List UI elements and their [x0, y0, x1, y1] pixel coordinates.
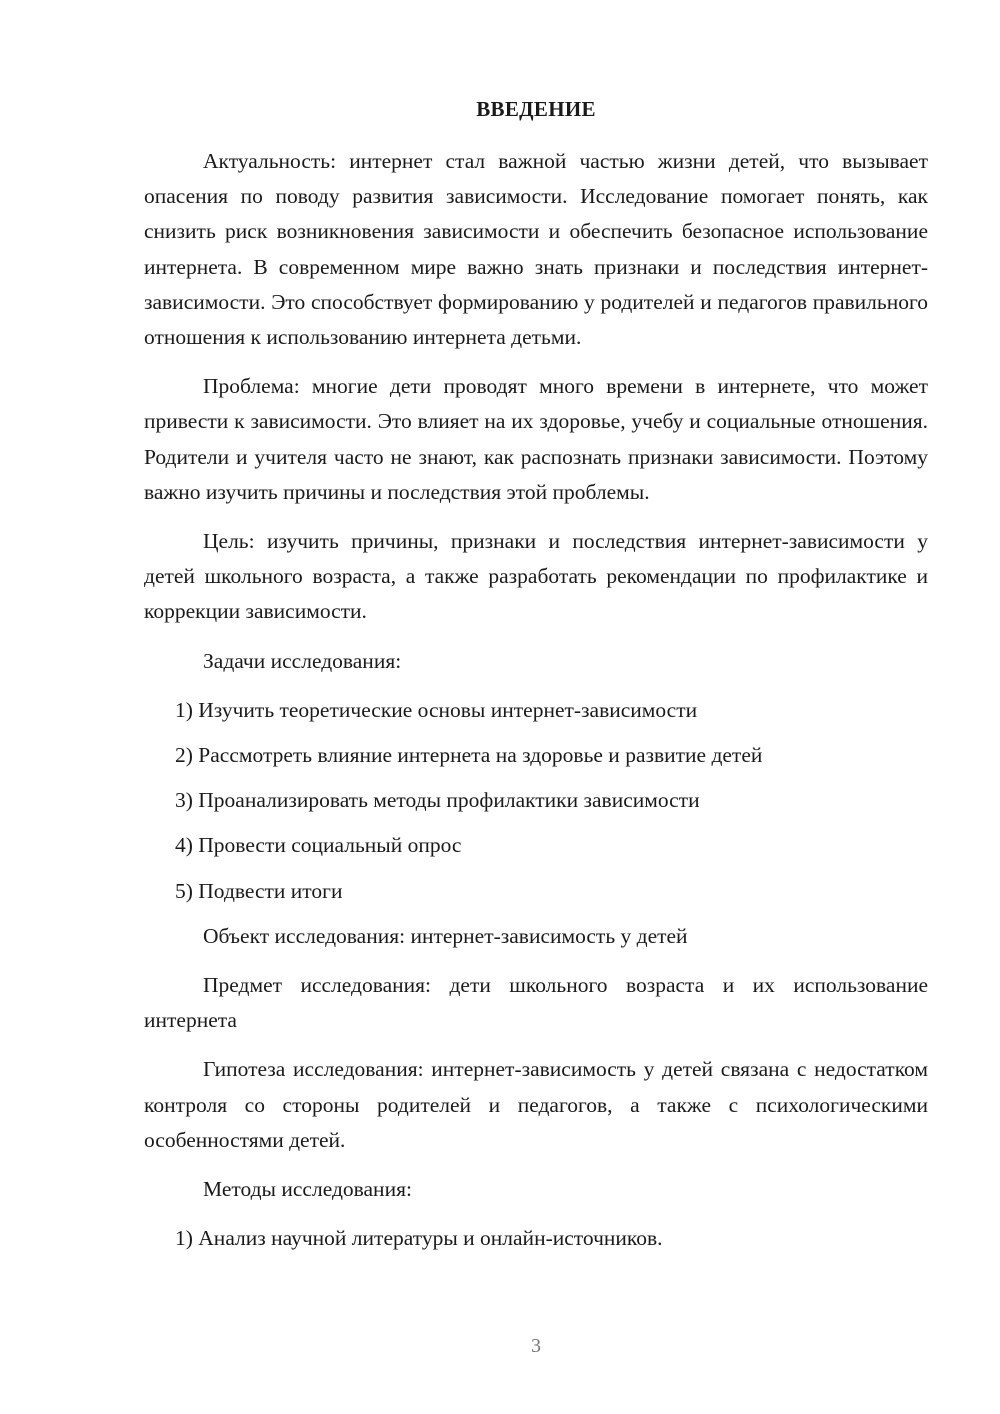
goal-paragraph: Цель: изучить причины, признаки и последствия интернет-зависимости у детей школьного возраста, а также разработать рекомендации по профилактике и коррекции зависимости. — [144, 529, 928, 624]
list-item: 2) Рассмотреть влияние интернета на здоровье и развитие детей — [175, 743, 763, 768]
list-item: 1) Анализ научной литературы и онлайн-источников. — [175, 1226, 663, 1251]
document-body — [144, 144, 928, 1266]
tasks-list — [144, 693, 928, 909]
tasks-label: Задачи исследования: — [203, 648, 402, 673]
hypothesis-paragraph: Гипотеза исследования: интернет-зависимость у детей связана с недостатком контроля со стороны родителей и педагогов, а также с психологическими особенностями детей. — [144, 1057, 928, 1152]
relevance-paragraph: Актуальность: интернет стал важной частью жизни детей, что вызывает опасения по поводу развития зависимости. Исследование помогает понять, как снизить риск возникновения зависимости и обеспечить безопасное использование интернета. В современном мире важно знать признаки и последствия интернет-зависимости. Это способствует формированию у родителей и педагогов правильного отношения к использованию интернета детьми. — [144, 149, 928, 350]
subject-paragraph: Предмет исследования: дети школьного возраста и их использование интернета — [144, 973, 928, 1033]
methods-label: Методы исследования: — [203, 1177, 412, 1202]
methods-list — [144, 1221, 928, 1256]
problem-paragraph: Проблема: многие дети проводят много времени в интернете, что может привести к зависимости. Это влияет на их здоровье, учебу и социальные отношения. Родители и учителя часто не знают, как распознать признаки зависимости. Поэтому важно изучить причины и последствия этой проблемы. — [144, 374, 928, 504]
list-item: 3) Проанализировать методы профилактики зависимости — [175, 788, 700, 813]
page-number: 3 — [531, 1335, 541, 1357]
page-title: ВВЕДЕНИЕ — [476, 97, 596, 121]
list-item: 1) Изучить теоретические основы интернет-зависимости — [175, 697, 698, 722]
object-paragraph: Объект исследования: интернет-зависимость у детей — [203, 923, 688, 948]
list-item: 5) Подвести итоги — [175, 878, 343, 903]
list-item: 4) Провести социальный опрос — [175, 833, 462, 858]
